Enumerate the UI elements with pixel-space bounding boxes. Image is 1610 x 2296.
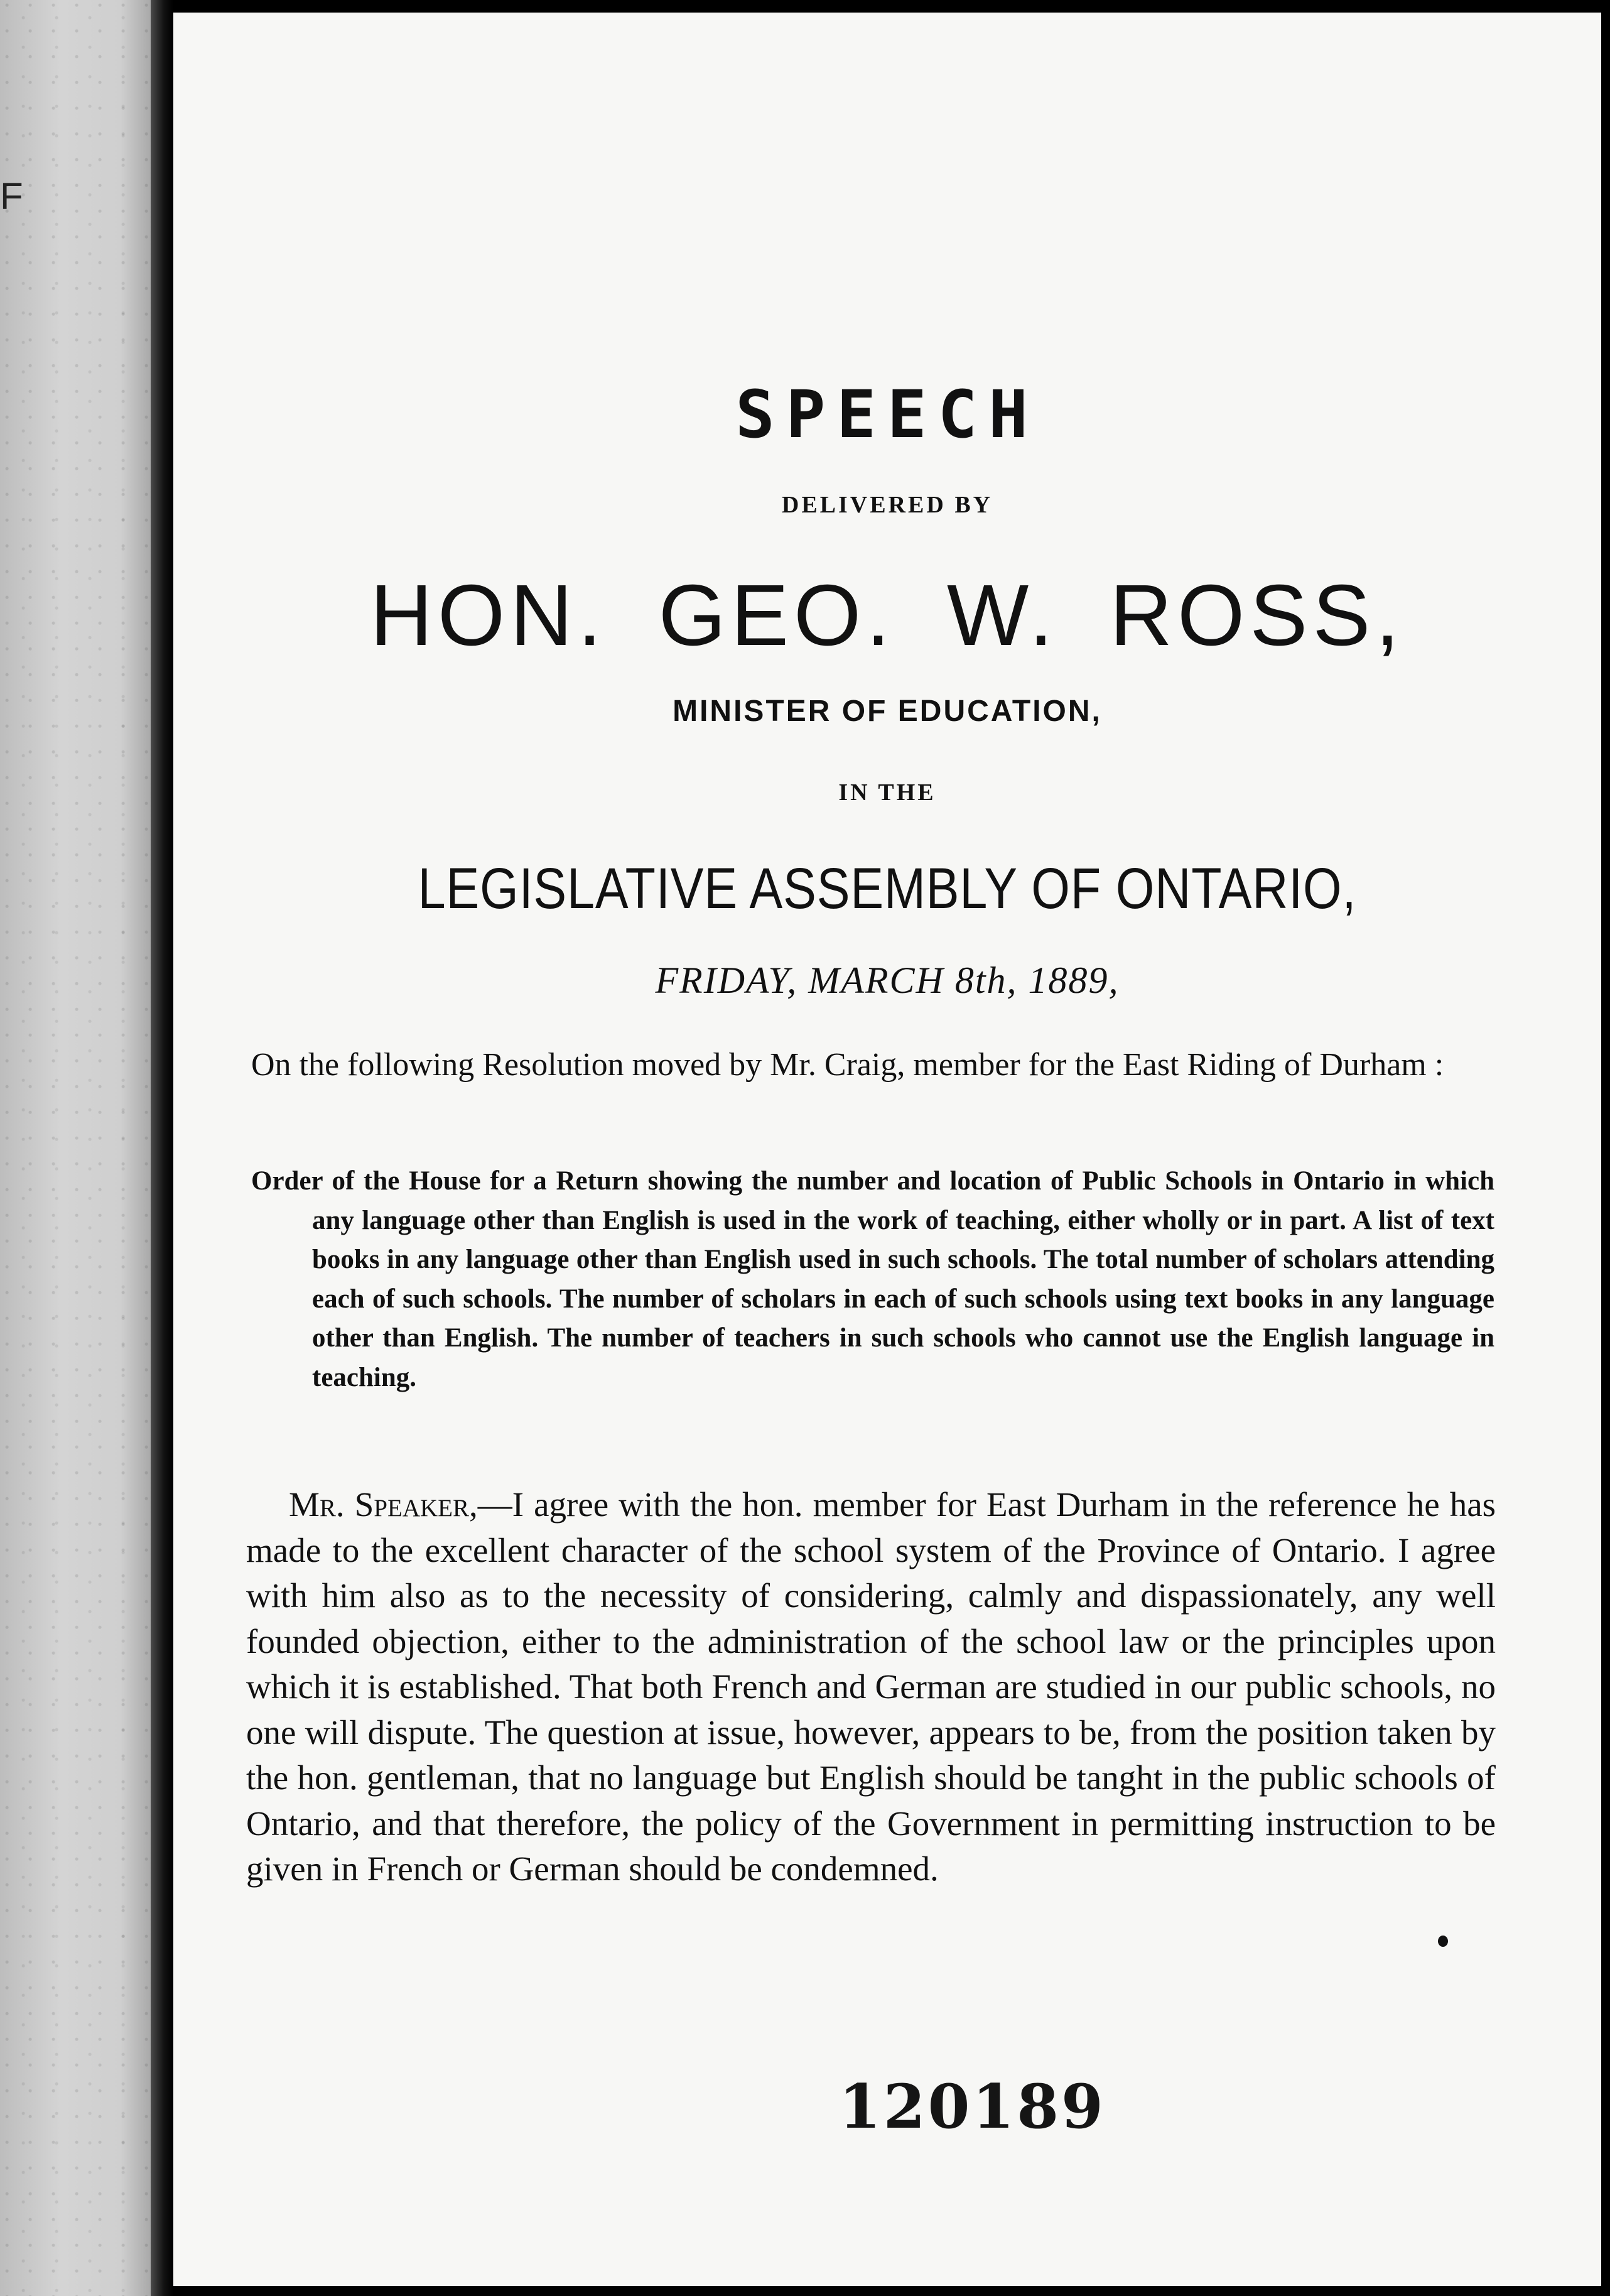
page-gutter-shadow [151, 0, 173, 2296]
assembly-name: LEGISLATIVE ASSEMBLY OF ONTARIO, [418, 857, 1357, 921]
resolution-intro: On the following Resolution moved by Mr. Craig, member for the East Riding of Durham : [251, 1047, 1444, 1083]
speech-body-text: —I agree with the hon. member for East Durham in the reference he has made to the excellent character of the school system of the Province of Ontario. I agree with him also as to the necessity of considering, calmly and dispassionately, any well founded objection, either to the administration of the school law or the principles upon which it is established. That both French and German are studied in our public schools, no one will dispute. The question at issue, however, appears to be, from the position taken by the hon. gentleman, that no language but English should be tanght in the public schools of Ontario, and that therefore, the policy of the Government in permitting instruction to be given in French or German should be condemned. [246, 1485, 1496, 1888]
speech-body-paragraph [246, 1482, 1496, 1892]
speech-heading: SPEECH [735, 376, 1039, 453]
speaker-office: MINISTER OF EDUCATION, [673, 695, 1102, 728]
order-of-house-text: Order of the House for a Return showing the number and location of Public Schools in Ontario in which any language other than English is used in the work of teaching, either wholly or in part. A list of text books in any language other than English used in such schools. The total number of scholars attending each of such schools. The number of scholars in each of such schools using text books in any language other than English. The number of teachers in such schools who cannot use the English language in teaching. [251, 1166, 1494, 1392]
speaker-name: HON. GEO. W. ROSS, [370, 567, 1405, 664]
speech-date: FRIDAY, MARCH 8th, 1889, [655, 960, 1120, 1001]
document-page [173, 13, 1601, 2286]
binding-margin-mark: F [0, 175, 23, 217]
accession-number-stamp: 120189 [839, 2071, 1106, 2142]
ink-speck [1438, 1936, 1448, 1947]
speech-opening: Mr. Speaker, [289, 1485, 478, 1524]
delivered-by-label: DELIVERED BY [781, 492, 993, 518]
in-the-label: IN THE [838, 779, 936, 806]
book-binding-edge [0, 0, 151, 2296]
